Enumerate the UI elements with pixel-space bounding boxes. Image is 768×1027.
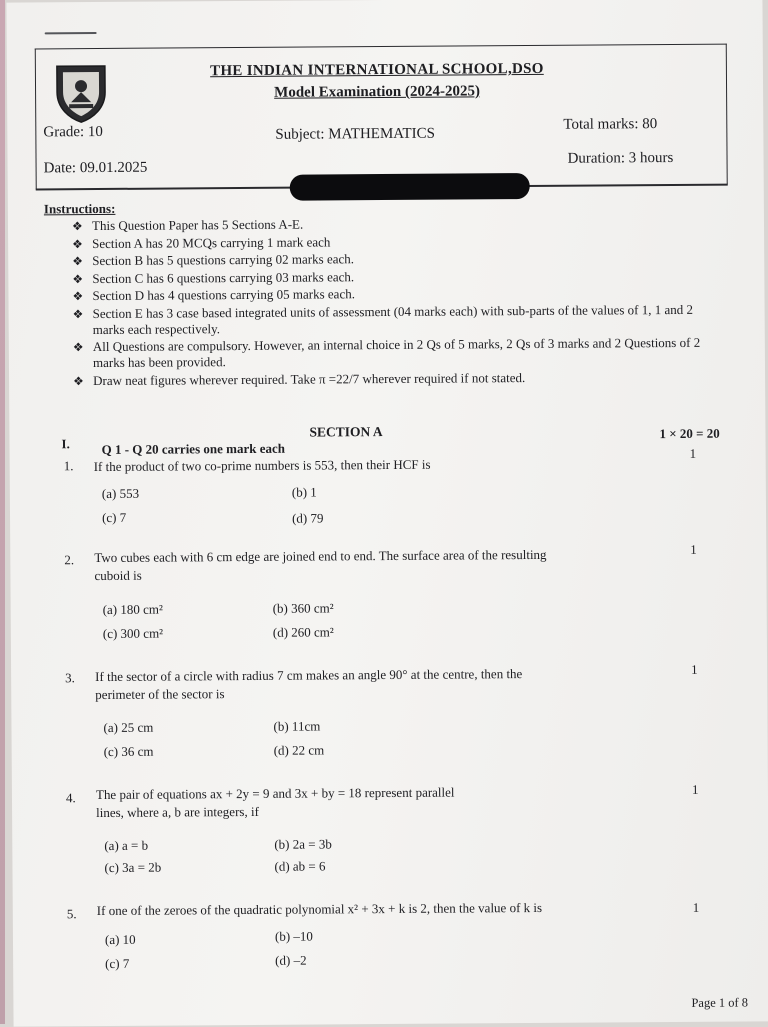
option-d: (d) ab = 6 — [274, 858, 326, 874]
option-a: (a) a = b — [104, 837, 149, 853]
diamond-bullet-icon: ❖ — [72, 254, 84, 269]
question-text-line: The pair of equations ax + 2y = 9 and 3x + by = 18 represent parallel — [95, 784, 455, 803]
option-d: (d) –2 — [275, 952, 307, 968]
instruction-item: ❖ Section E has 3 case based integrated units of assessment (04 marks each) with sub-parts of the values of 1, 1 and 2 marks each respectively. — [72, 301, 694, 337]
option-c: (c) 3a = 2b — [104, 859, 162, 875]
instruction-item: ❖ Section D has 4 questions carrying 05 marks each. — [72, 286, 355, 304]
option-a: (a) 25 cm — [103, 719, 154, 735]
instruction-item: ❖ This Question Paper has 5 Sections A-E. — [71, 216, 304, 234]
instruction-item: ❖ All Questions are compulsory. However, an internal choice in 2 Qs of 5 marks, 2 Qs of 3 marks and 2 Questions of 2 marks has been provided. — [72, 334, 701, 371]
option-d: (d) 22 cm — [273, 742, 325, 758]
option-b: (b) 360 cm² — [272, 600, 334, 616]
total-marks-label: Total marks: 80 — [563, 116, 658, 133]
question-number: 4. — [65, 790, 76, 806]
option-c: (c) 36 cm — [103, 743, 154, 759]
question-number: 3. — [65, 670, 75, 686]
option-a: (a) 10 — [104, 931, 136, 947]
school-name: THE INDIAN INTERNATIONAL SCHOOL,DSO — [210, 60, 544, 80]
question-number: 1. — [63, 458, 74, 474]
option-a: (a) 180 cm² — [102, 601, 163, 617]
instruction-item: ❖ Section B has 5 questions carrying 02 marks each. — [72, 251, 355, 269]
option-c: (c) 300 cm² — [102, 625, 164, 641]
option-b: (b) –10 — [274, 928, 313, 944]
question-mark: 1 — [691, 781, 699, 797]
question-mark: 1 — [692, 899, 700, 915]
option-d: (d) 260 cm² — [272, 624, 334, 640]
instructions-list — [70, 214, 721, 391]
diamond-bullet-icon: ❖ — [72, 271, 84, 286]
section-title: SECTION A — [309, 424, 383, 440]
instruction-item: ❖ Draw neat figures wherever required. Take π =22/7 wherever required if not stated. — [73, 369, 526, 388]
option-b: (b) 1 — [291, 484, 317, 500]
section-note: Q 1 - Q 20 carries one mark each — [101, 440, 286, 457]
question-mark: 1 — [691, 661, 698, 677]
question-text-line: If the sector of a circle with radius 7 cm makes an angle 90° at the centre, then the — [95, 666, 523, 685]
page-number: Page 1 of 8 — [691, 995, 749, 1010]
option-b: (b) 11cm — [273, 718, 321, 734]
diamond-bullet-icon: ❖ — [72, 340, 84, 355]
question-text: If the product of two co-prime numbers is 553, then their HCF is — [93, 456, 431, 475]
question-number: 5. — [66, 906, 77, 922]
question-text-line: cuboid is — [94, 567, 142, 584]
pen-mark — [45, 32, 97, 34]
diamond-bullet-icon: ❖ — [72, 289, 84, 304]
option-c: (c) 7 — [101, 509, 127, 525]
diamond-bullet-icon: ❖ — [73, 373, 84, 388]
option-d: (d) 79 — [291, 510, 324, 526]
section-marks: 1 × 20 = 20 — [659, 425, 720, 442]
date-label: Date: 09.01.2025 — [43, 159, 148, 177]
option-c: (c) 7 — [105, 955, 130, 971]
question-number: 2. — [64, 552, 75, 568]
question-mark: 1 — [689, 445, 697, 461]
instruction-item: ❖ Section C has 6 questions carrying 03 marks each. — [72, 268, 355, 286]
question-text-line: perimeter of the sector is — [95, 686, 225, 703]
exam-title: Model Examination (2024-2025) — [274, 83, 481, 101]
instructions-title: Instructions: — [43, 200, 116, 217]
redaction-mark — [290, 173, 530, 201]
page-edge — [0, 0, 5, 1024]
exam-paper — [6, 0, 768, 1027]
diamond-bullet-icon: ❖ — [72, 306, 84, 321]
option-b: (b) 2a = 3b — [274, 836, 332, 852]
diamond-bullet-icon: ❖ — [71, 219, 83, 234]
diamond-bullet-icon: ❖ — [72, 236, 83, 251]
question-mark: 1 — [690, 541, 697, 557]
duration-label: Duration: 3 hours — [567, 149, 674, 167]
school-crest-icon — [53, 62, 109, 124]
subject-label: Subject: MATHEMATICS — [275, 125, 436, 143]
grade-label: Grade: 10 — [43, 123, 103, 141]
question-text-line: Two cubes each with 6 cm edge are joined end to end. The surface area of the resulting — [94, 546, 547, 566]
section-roman-numeral: I. — [61, 436, 70, 452]
instruction-item: ❖ Section A has 20 MCQs carrying 1 mark each — [72, 233, 331, 251]
option-a: (a) 553 — [101, 485, 140, 501]
question-text-line: lines, where a, b are integers, if — [96, 803, 259, 821]
question-text: If one of the zeroes of the quadratic polynomial x² + 3x + k is 2, then the value of k is — [96, 899, 543, 919]
